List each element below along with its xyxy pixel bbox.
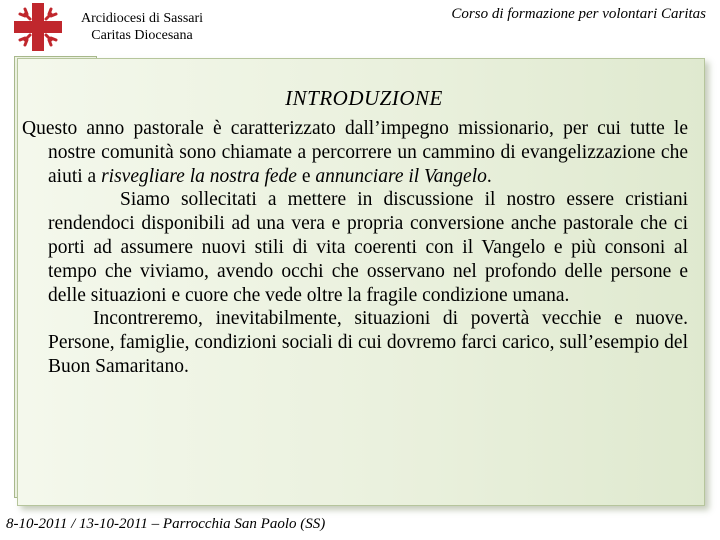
section-title: INTRODUZIONE bbox=[285, 86, 443, 110]
p1-text-c: . bbox=[486, 165, 492, 187]
org-line-1: Arcidiocesi di Sassari bbox=[80, 11, 204, 26]
paragraph-2: Siamo sollecitati a mettere in discussione il nostro essere cristiani rendendoci disponibili ad una vera e propria conversione anche pastorale che ci porti ad assumere nuovi stili di vita coerenti con il Vangelo e più consoni al tempo che viviamo, avendo occhi che osservano nel profondo delle persone e delle situazioni e cuore che vede oltre la fragile condizione umana. bbox=[48, 189, 688, 306]
footer-dates: 8-10-2011 / 13-10-2011 – Parrocchia San Paolo (SS) bbox=[6, 516, 326, 532]
org-line-2: Caritas Diocesana bbox=[91, 28, 193, 43]
caritas-cross-icon bbox=[13, 2, 63, 52]
body-text bbox=[22, 117, 688, 379]
paragraph-1 bbox=[22, 117, 688, 188]
paragraph-3: Incontreremo, inevitabilmente, situazioni di povertà vecchie e nuove. Persone, famiglie, condizioni sociali di cui dovremo farci carico, sull’esempio del Buon Samaritano. bbox=[48, 308, 688, 377]
p1-text-b: e bbox=[296, 165, 316, 187]
p1-emphasis-1: risvegliare la nostra fede bbox=[101, 165, 297, 187]
organization-name bbox=[62, 10, 222, 44]
p1-emphasis-2: annunciare il Vangelo bbox=[315, 165, 487, 187]
p1-text-a: Questo anno pastorale è caratterizzato dall’impegno missionario, per cui tutte le nostre comunità sono chiamate a percorrere un cammino di evangelizzazione che aiuti a bbox=[22, 118, 688, 187]
course-title: Corso di formazione per volontari Caritas bbox=[451, 6, 706, 22]
